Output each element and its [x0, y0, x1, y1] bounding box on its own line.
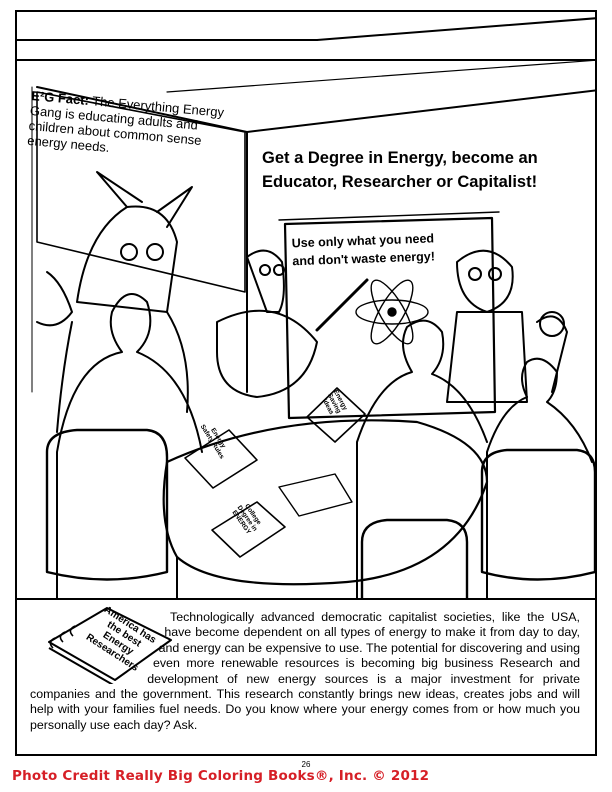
- whiteboard-text: [291, 228, 482, 271]
- headline: [262, 146, 582, 194]
- photo-credit: Photo Credit Really Big Coloring Books®, Inc. © 2012: [12, 768, 430, 784]
- caption-paragraph: Technologically advanced democratic capitalist societies, like the USA, have become dependent on all types of energy to make it from day to day, and energy can be expensive to use. The potential for discovering and using even more renewable resources is becoming big business Research and development of new energy sources is a major investment for private companies and the government. This research constantly brings new ideas, creates jobs and will help with your families fuel needs. Do you know where your energy comes from or how much you personally use each day? Ask.: [30, 610, 580, 732]
- page-number: 26: [301, 760, 311, 769]
- book-label-saving: Energy Saving Ideas: [320, 388, 349, 416]
- caption-book-label: America has the best Energy Researchers: [83, 604, 158, 674]
- book-label-safety: Energy Safety Rules: [198, 423, 227, 461]
- caption-text-block: [30, 610, 580, 733]
- headline-line-1: Get a Degree in Energy, become an: [262, 149, 538, 167]
- book-label-degree: College Degree in ENERGY: [230, 502, 263, 536]
- whiteboard-line-1: Use only what you need: [291, 231, 435, 251]
- whiteboard-line-2: and don't waste energy!: [292, 249, 436, 269]
- fact-body: The Everything Energy Gang is educating adults and children about common sense energy needs.: [26, 93, 225, 155]
- headline-line-2: Educator, Researcher or Capitalist!: [262, 173, 538, 191]
- fact-heading: E²G Fact:: [30, 88, 90, 108]
